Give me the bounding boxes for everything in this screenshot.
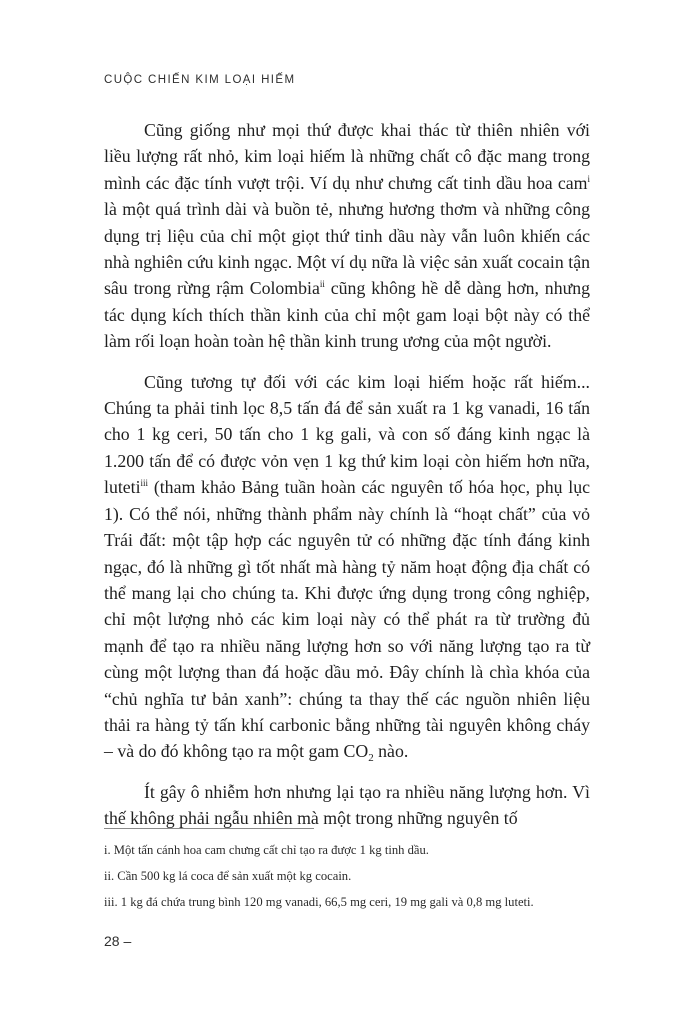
paragraph-1-text-3: cũng không hề dễ dàng hơn, nhưng tác dụng kích thích thần kinh của chỉ một gam loại bột này có thể làm rối loạn hoàn toàn hệ thần kinh trung ương của một người. xyxy=(104,278,591,352)
footnote-divider xyxy=(104,828,314,829)
paragraph-2-text-3: nào. xyxy=(373,741,409,762)
footnotes xyxy=(104,842,604,920)
paragraph-3: Ít gây ô nhiễm hơn nhưng lại tạo ra nhiều năng lượng hơn. Vì thế không phải ngẫu nhiên mà một trong những nguyên tố xyxy=(104,781,590,829)
footnote-ref-iii: iii xyxy=(140,478,149,489)
footnote-ref-ii: ii xyxy=(319,279,325,290)
running-head: CUỘC CHIẾN KIM LOẠI HIẾM xyxy=(104,74,296,86)
paragraph-2-text-2: (tham khảo Bảng tuần hoàn các nguyên tố hóa học, phụ lục 1). Có thể nói, những thành phẩm này chính là “hoạt chất” của vỏ Trái đất: một tập hợp các nguyên tử có những đặc tính đáng kinh ngạc, đó là những gì tốt nhất mà hàng tỷ năm hoạt động địa chất có thể mang lại cho chúng ta. Khi được ứng dụng trong công nghiệp, chỉ một lượng nhỏ các kim loại này có thể phát ra từ trường đủ mạnh để tạo ra nhiều năng lượng hơn so với năng lượng tạo ra từ cùng một lượng than đá hoặc dầu mỏ. Đây chính là chìa khóa của “chủ nghĩa tư bản xanh”: chúng ta thay thế các nguồn nhiên liệu thải ra hàng tỷ tấn khí carbonic bằng những tài nguyên không cháy – và do đó không tạo ra một gam CO xyxy=(104,477,590,762)
paragraph-1-text-2: là một quá trình dài và buồn tẻ, nhưng hương thơm và những công dụng trị liệu của chỉ một giọt thứ tinh dầu này vẫn luôn khiến các nhà nghiên cứu kinh ngạc. Một ví dụ nữa là việc sản xuất cocain tận sâu trong rừng rậm Colombia xyxy=(104,199,590,299)
paragraph-1 xyxy=(104,117,590,355)
main-text xyxy=(104,117,590,832)
paragraph-2 xyxy=(104,369,590,765)
footnote-iii: iii. 1 kg đá chứa trung bình 120 mg vanadi, 66,5 mg ceri, 19 mg gali và 0,8 mg luteti. xyxy=(104,895,534,909)
paragraph-1-text-1: Cũng giống như mọi thứ được khai thác từ thiên nhiên với liều lượng rất nhỏ, kim loại hiếm là những chất cô đặc mang trong mình các đặc tính vượt trội. Ví dụ như chưng cất tinh dầu hoa cam xyxy=(104,120,590,193)
page-number: 28 – xyxy=(104,933,132,949)
co2-subscript: 2 xyxy=(368,752,374,765)
footnote-ii: ii. Cần 500 kg lá coca để sản xuất một kg cocain. xyxy=(104,869,352,883)
paragraph-2-text-1: Cũng tương tự đối với các kim loại hiếm hoặc rất hiếm... Chúng ta phải tinh lọc 8,5 tấn đá để sản xuất ra 1 kg vanadi, 16 tấn cho 1 kg ceri, 50 tấn cho 1 kg gali, và con số đáng kinh ngạc là 1.200 tấn để có được vỏn vẹn 1 kg thứ kim loại còn hiếm hơn nữa, luteti xyxy=(104,371,590,498)
footnote-ref-i: i xyxy=(587,173,590,184)
footnote-i: i. Một tấn cánh hoa cam chưng cất chỉ tạo ra được 1 kg tinh dầu. xyxy=(104,843,429,857)
